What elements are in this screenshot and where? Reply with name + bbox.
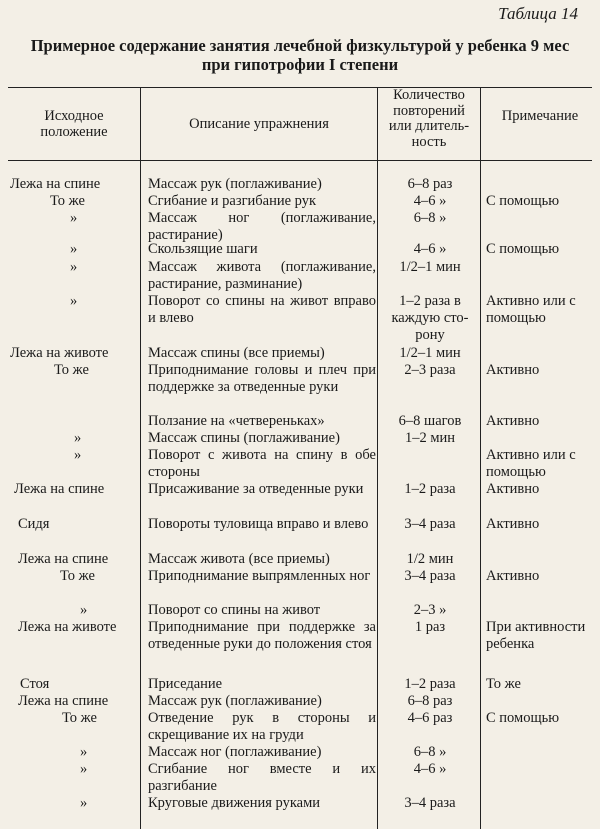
row-16-position: Лежа на животе (18, 619, 117, 635)
row-22-position: » (80, 795, 88, 811)
row-6-description: Массаж спины (все приемы) (148, 345, 325, 361)
row-0-position: Лежа на спине (10, 176, 101, 192)
row-17-position: Стоя (20, 676, 50, 692)
row-14-note: Активно (486, 568, 540, 584)
header-position: Исходное положение (40, 108, 108, 140)
row-7-position: То же (54, 362, 89, 378)
row-11-position: Лежа на спине (14, 481, 105, 497)
header-top-rule (8, 87, 592, 88)
row-6-position: Лежа на животе (10, 345, 109, 361)
row-11-note: Активно (486, 481, 540, 497)
row-14-position: То же (60, 568, 95, 584)
header-count: Количество повторений или длитель- ность (388, 87, 470, 150)
row-5-position: » (70, 293, 78, 309)
row-2-position: » (70, 210, 78, 226)
row-16-note: При активности ребенка (486, 619, 586, 652)
row-1-position: То же (50, 193, 85, 209)
header-note: Примечание (501, 108, 579, 124)
row-7-note: Активно (486, 362, 540, 378)
row-3-count: 4–6 » (413, 241, 447, 257)
row-13-position: Лежа на спине (18, 551, 109, 567)
row-5-description: Поворот со спины на живот вправо и влево (148, 293, 376, 326)
row-0-count: 6–8 раз (407, 176, 453, 192)
row-7-description: Приподнимание головы и плеч при поддержке за отведенные руки (148, 362, 376, 395)
row-21-count: 4–6 » (413, 761, 447, 777)
header-bottom-rule (8, 160, 592, 161)
row-9-count: 1–2 мин (404, 430, 456, 446)
row-1-note: С помощью (486, 193, 560, 209)
row-2-description: Массаж ног (поглаживание, растирание) (148, 210, 376, 243)
row-15-position: » (80, 602, 88, 618)
row-19-description: Отведение рук в стороны и скрещивание их на груди (148, 710, 376, 743)
row-10-note: Активно или с помощью (486, 447, 576, 480)
row-3-description: Скользящие шаги (148, 241, 258, 257)
row-5-count: 1–2 раза в каждую сто- рону (391, 293, 469, 343)
row-12-note: Активно (486, 516, 540, 532)
row-8-description: Ползание на «четвереньках» (148, 413, 325, 429)
row-0-description: Массаж рук (поглаживание) (148, 176, 322, 192)
row-3-note: С помощью (486, 241, 560, 257)
column-divider-2 (377, 87, 378, 829)
row-21-description: Сгибание ног вместе и их разгибание (148, 761, 376, 794)
column-divider-3 (480, 87, 481, 829)
row-11-count: 1–2 раза (404, 481, 456, 497)
table-title (0, 36, 600, 74)
row-18-count: 6–8 раз (407, 693, 453, 709)
title-line-1: Примерное содержание занятия лечебной физкультурой у ребенка 9 мес (30, 36, 570, 55)
row-14-count: 3–4 раза (404, 568, 456, 584)
row-16-count: 1 раз (414, 619, 446, 635)
title-line-2: при гипотрофии I степени (201, 55, 399, 74)
row-5-note: Активно или с помощью (486, 293, 576, 326)
row-19-note: С помощью (486, 710, 560, 726)
row-17-description: Приседание (148, 676, 223, 692)
row-13-description: Массаж живота (все приемы) (148, 551, 330, 567)
row-14-description: Приподнимание выпрямленных ног (148, 568, 371, 584)
row-9-description: Массаж спины (поглаживание) (148, 430, 340, 446)
header-description: Описание упражнения (189, 116, 329, 132)
row-17-count: 1–2 раза (404, 676, 456, 692)
table-number: Таблица 14 (498, 4, 578, 23)
row-11-description: Присаживание за отведенные руки (148, 481, 364, 497)
row-3-position: » (70, 241, 78, 257)
row-20-description: Массаж ног (поглаживание) (148, 744, 322, 760)
row-12-count: 3–4 раза (404, 516, 456, 532)
row-12-position: Сидя (18, 516, 50, 532)
row-19-count: 4–6 раз (407, 710, 453, 726)
row-8-note: Активно (486, 413, 540, 429)
row-10-description: Поворот с живота на спину в обе стороны (148, 447, 376, 480)
row-10-position: » (74, 447, 82, 463)
row-20-position: » (80, 744, 88, 760)
row-22-description: Круговые движения руками (148, 795, 321, 811)
row-4-description: Массаж живота (поглаживание, растирание, разминание) (148, 259, 376, 292)
row-8-count: 6–8 шагов (398, 413, 462, 429)
row-16-description: Приподнимание при поддержке за отведенные руки до положения стоя (148, 619, 376, 652)
row-18-position: Лежа на спине (18, 693, 109, 709)
row-21-position: » (80, 761, 88, 777)
row-4-position: » (70, 259, 78, 275)
row-19-position: То же (62, 710, 97, 726)
row-1-count: 4–6 » (413, 193, 447, 209)
row-4-count: 1/2–1 мин (399, 259, 461, 275)
row-1-description: Сгибание и разгибание рук (148, 193, 317, 209)
row-15-count: 2–3 » (413, 602, 447, 618)
row-2-count: 6–8 » (413, 210, 447, 226)
row-7-count: 2–3 раза (404, 362, 456, 378)
row-6-count: 1/2–1 мин (399, 345, 461, 361)
row-17-note: То же (486, 676, 521, 692)
row-13-count: 1/2 мин (406, 551, 454, 567)
row-18-description: Массаж рук (поглаживание) (148, 693, 322, 709)
row-12-description: Повороты туловища вправо и влево (148, 516, 369, 532)
row-20-count: 6–8 » (413, 744, 447, 760)
row-15-description: Поворот со спины на живот (148, 602, 321, 618)
row-9-position: » (74, 430, 82, 446)
row-22-count: 3–4 раза (404, 795, 456, 811)
